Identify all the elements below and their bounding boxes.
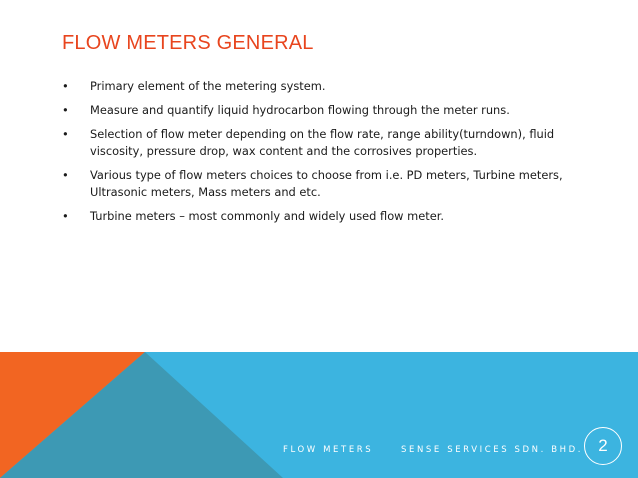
- bullet-item: [62, 167, 582, 201]
- bullet-icon: •: [62, 127, 69, 141]
- bullet-item: [62, 102, 582, 119]
- bullet-item: [62, 126, 582, 160]
- footer-band: [0, 352, 638, 478]
- bullet-text: Primary element of the metering system.: [90, 79, 326, 93]
- bullet-icon: •: [62, 168, 69, 182]
- footer-title: FLOW METERS: [283, 445, 374, 455]
- bullet-icon: •: [62, 103, 69, 117]
- page-number-badge: [584, 427, 622, 465]
- bullet-text: Various type of flow meters choices to choose from i.e. PD meters, Turbine meters, Ultrasonic meters, Mass meters and etc.: [90, 168, 563, 199]
- bullet-icon: •: [62, 79, 69, 93]
- bullet-list: [62, 78, 582, 232]
- bullet-icon: •: [62, 209, 69, 223]
- bullet-text: Measure and quantify liquid hydrocarbon flowing through the meter runs.: [90, 103, 510, 117]
- bullet-item: [62, 208, 582, 225]
- bullet-text: Selection of flow meter depending on the flow rate, range ability(turndown), fluid viscosity, pressure drop, wax content and the corrosives properties.: [90, 127, 555, 158]
- slide-title: FLOW METERS GENERAL: [62, 32, 314, 54]
- bullet-text: Turbine meters – most commonly and widely used flow meter.: [90, 209, 444, 223]
- bullet-item: [62, 78, 582, 95]
- page-number: 2: [598, 436, 608, 455]
- footer-company: SENSE SERVICES SDN. BHD.: [401, 445, 584, 455]
